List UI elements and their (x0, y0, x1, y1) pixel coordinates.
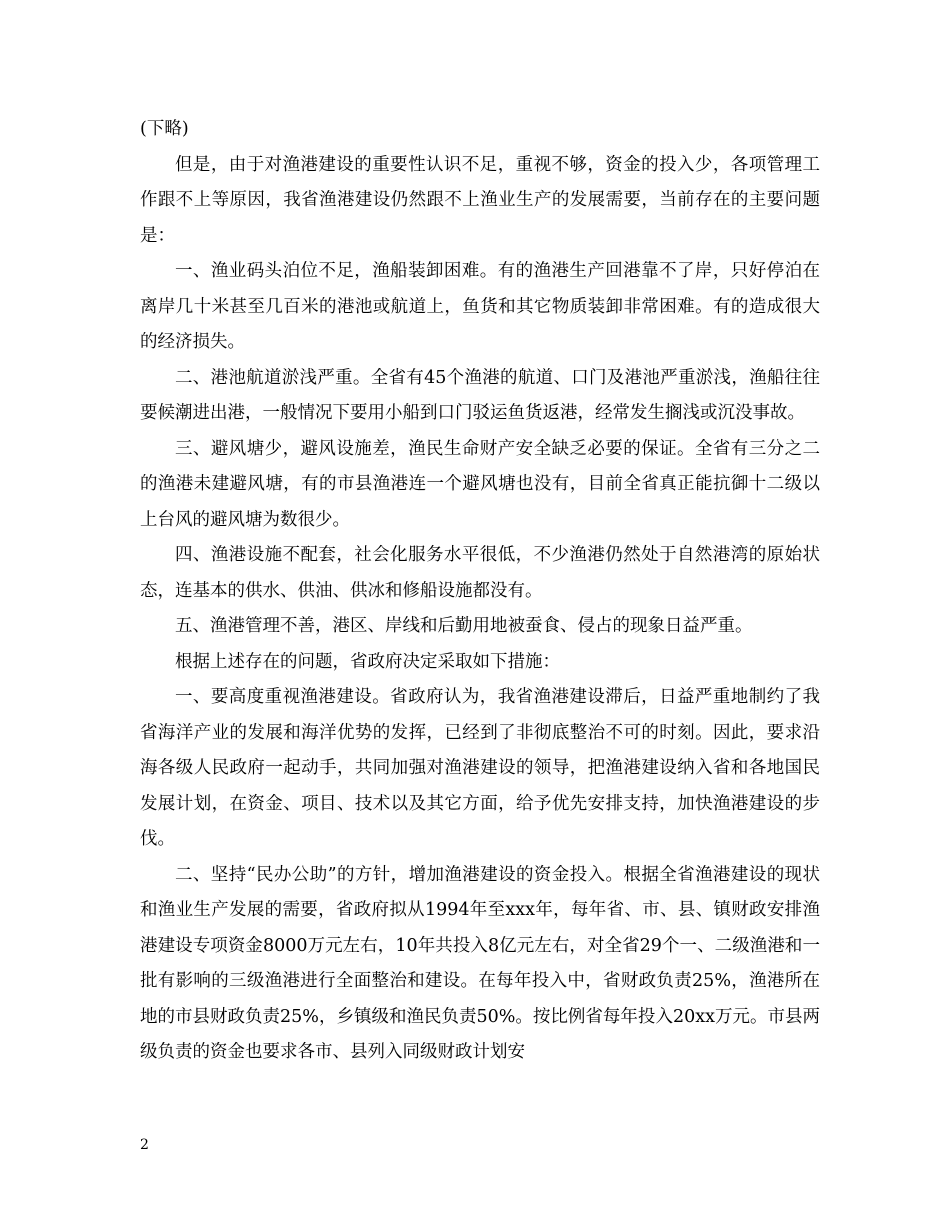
paragraph-problem-5: 五、渔港管理不善，港区、岸线和后勤用地被蚕食、侵占的现象日益严重。 (175, 616, 753, 636)
paragraph-problem-1: 一、渔业码头泊位不足，渔船装卸困难。有的渔港生产回港靠不了岸，只好停泊在离岸几十米甚至几百米的港池或航道上，鱼货和其它物质装卸非常困难。有的造成很大的经济损失。 (140, 261, 820, 352)
paragraph-problem-4: 四、渔港设施不配套，社会化服务水平很低，不少渔港仍然处于自然港湾的原始状态，连基本的供水、供油、供冰和修船设施都没有。 (140, 545, 820, 601)
paragraph-problem-3: 三、避风塘少，避风设施差，渔民生命财产安全缺乏必要的保证。全省有三分之二的渔港未建避风塘，有的市县渔港连一个避风塘也没有，目前全省真正能抗御十二级以上台风的避风塘为数很少。 (140, 438, 820, 530)
document-body (140, 112, 820, 1071)
page-number: 2 (140, 1137, 149, 1153)
paragraph-measure-1: 一、要高度重视渔港建设。省政府认为，我省渔港建设滞后，日益严重地制约了我省海洋产业的发展和海洋优势的发挥，已经到了非彻底整治不可的时刻。因此，要求沿海各级人民政府一起动手，共同加强对渔港建设的领导，把渔港建设纳入省和各地国民发展计划，在资金、项目、技术以及其它方面，给予优先安排支持，加快渔港建设的步伐。 (140, 687, 820, 849)
paragraph-problems-intro: 但是，由于对渔港建设的重要性认识不足，重视不够，资金的投入少，各项管理工作跟不上等原因，我省渔港建设仍然跟不上渔业生产的发展需要，当前存在的主要问题是： (140, 154, 820, 246)
paragraph-measures-intro: 根据上述存在的问题，省政府决定采取如下措施： (175, 651, 560, 672)
paragraph-problem-2: 二、港池航道淤浅严重。全省有45个渔港的航道、口门及港池严重淤浅，渔船往往要候潮进出港，一般情况下要用小船到口门驳运鱼货返港，经常发生搁浅或沉没事故。 (140, 367, 820, 423)
paragraph-measure-2: 二、坚持“民办公助”的方针，增加渔港建设的资金投入。根据全省渔港建设的现状和渔业生产发展的需要，省政府拟从1994年至xxx年，每年省、市、县、镇财政安排渔港建设专项资金8000万元左右，10年共投入8亿元左右，对全省29个一、二级渔港和一批有影响的三级渔港进行全面整治和建设。在每年投入中，省财政负责25%，渔港所在地的市县财政负责25%，乡镇级和渔民负责50%。按比例省每年投入20xx万元。市县两级负责的资金也要求各市、县列入同级财政计划安 (140, 864, 820, 1062)
paragraph-omitted-note: (下略) (140, 119, 189, 139)
